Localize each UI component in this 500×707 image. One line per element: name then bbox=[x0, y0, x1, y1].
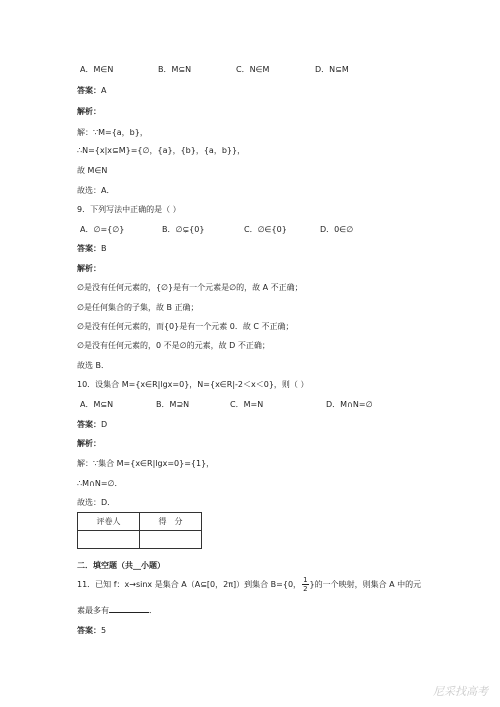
q10-stem: 10．设集合 M={x∈R|lgx=0}，N={x∈R|-2＜x＜0}，则（ ） bbox=[77, 380, 309, 389]
q10-analysis-label: 解析： bbox=[77, 439, 101, 448]
q8-option-c: C．N∈M bbox=[236, 65, 270, 74]
q9-analysis-line: ∅是没有任何元素的，{∅}是有一个元素是∅的，故 A 不正确； bbox=[77, 283, 303, 292]
q11-stem-line2: 素最多有 ． bbox=[77, 606, 157, 615]
q11-answer: 答案：5 bbox=[77, 626, 107, 635]
score-table bbox=[77, 512, 202, 549]
q10-option-a: A．M⊆N bbox=[80, 400, 114, 409]
q11-answer-blank bbox=[109, 604, 149, 613]
q8-option-d: D．N⊆M bbox=[315, 65, 349, 74]
q8-analysis-label: 解析： bbox=[77, 107, 101, 116]
q9-analysis-line: ∅是没有任何元素的，而{0}是有一个元素 0．故 C 不正确； bbox=[77, 322, 294, 331]
score-table-score-cell bbox=[140, 531, 202, 549]
q9-option-b: B．∅⊊{0} bbox=[162, 225, 205, 234]
q8-option-a: A．M∈N bbox=[80, 65, 114, 74]
q9-analysis-line: 故选 B． bbox=[77, 361, 110, 370]
q10-analysis-line: 故选：D． bbox=[77, 498, 116, 507]
q10-analysis-line: ∴M∩N=∅． bbox=[77, 479, 123, 488]
q10-option-c: C．M=N bbox=[230, 400, 264, 409]
q8-option-b: B．M⊆N bbox=[158, 65, 192, 74]
q10-option-d: D．M∩N=∅ bbox=[326, 400, 373, 409]
q8-answer: 答案：A bbox=[77, 86, 107, 95]
score-table-score-header: 得 分 bbox=[140, 513, 202, 531]
q9-analysis-label: 解析： bbox=[77, 264, 101, 273]
score-table-grader-header: 评卷人 bbox=[78, 513, 140, 531]
q10-answer: 答案：D bbox=[77, 420, 108, 429]
q9-stem: 9．下列写法中正确的是（ ） bbox=[77, 205, 181, 214]
q9-analysis-line: ∅是没有任何元素的，0 不是∅的元素，故 D 不正确； bbox=[77, 341, 270, 350]
watermark: 尼采找高考 bbox=[433, 685, 488, 698]
q8-analysis-line: 解：∵M={a，b}， bbox=[77, 128, 148, 137]
q9-analysis-line: ∅是任何集合的子集，故 B 正确； bbox=[77, 303, 199, 312]
q9-answer: 答案：B bbox=[77, 244, 107, 253]
q11-fraction: $\frac{1}{2}$ bbox=[303, 576, 308, 593]
q9-option-a: A．∅={∅} bbox=[80, 225, 125, 234]
q11-stem-line1: 11．已知 f：x→sinx 是集合 A（A⊆[0，2π]）到集合 B={0， $\frac{1}{2}$ }的一个映射，则集合 A 中的元 bbox=[77, 576, 422, 593]
score-table-grader-cell bbox=[78, 531, 140, 549]
q9-option-d: D．0∈∅ bbox=[320, 225, 354, 234]
q8-analysis-line: ∴N={x|x⊆M}={∅，{a}，{b}，{a，b}}， bbox=[77, 146, 246, 155]
q8-analysis-line: 故 M∈N bbox=[77, 166, 108, 175]
q10-analysis-line: 解：∵集合 M={x∈R|lgx=0}={1}， bbox=[77, 459, 215, 468]
section-heading: 二．填空题（共__小题） bbox=[77, 561, 165, 570]
q9-option-c: C．∅∈{0} bbox=[244, 225, 287, 234]
q10-option-b: B．M⊇N bbox=[156, 400, 190, 409]
q8-analysis-line: 故选：A． bbox=[77, 186, 115, 195]
